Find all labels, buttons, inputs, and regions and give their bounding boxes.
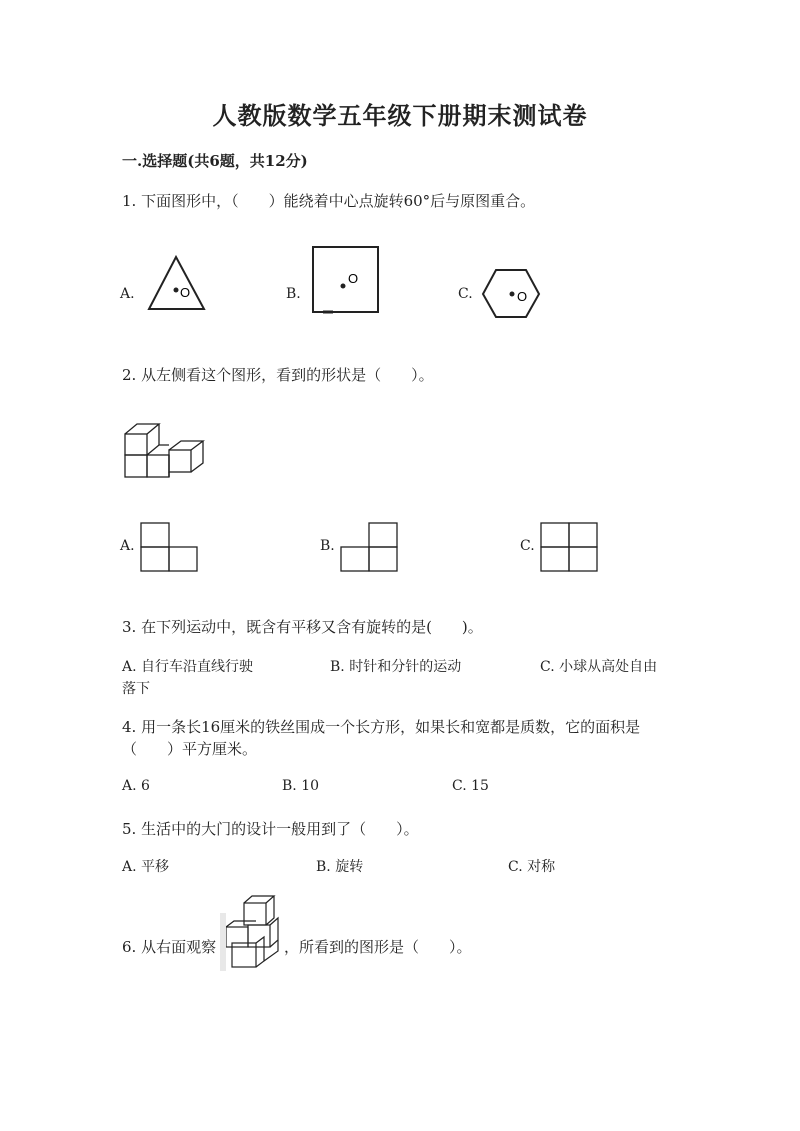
q2-option-c-label: C. [520, 538, 535, 554]
q4-option-a: A. 6 [122, 778, 150, 794]
q1-hexagon-figure [480, 268, 544, 320]
q3-option-c: C. 小球从高处自由 [540, 659, 658, 675]
q3-option-a: A. 自行车沿直线行驶 [122, 659, 254, 675]
q2-cube-stack-figure [122, 420, 208, 480]
q6-cube-stack-figure [218, 893, 282, 975]
page-title: 人教版数学五年级下册期末测试卷 [212, 101, 588, 130]
question-5-text: 5. 生活中的大门的设计一般用到了（ ）。 [122, 820, 419, 838]
question-6-text-suffix: ，所看到的图形是（ ）。 [284, 938, 472, 956]
q2-option-a-figure [140, 522, 200, 574]
question-3-text: 3. 在下列运动中，既含有平移又含有旋转的是( )。 [122, 618, 483, 636]
question-4-text-line2: （ ）平方厘米。 [122, 740, 258, 758]
q1-center-label-b: O [348, 271, 359, 286]
q5-option-c: C. 对称 [508, 859, 556, 875]
question-1-text: 1. 下面图形中，（ ）能绕着中心点旋转60°后与原图重合。 [122, 192, 536, 210]
q5-option-b: B. 旋转 [316, 859, 364, 875]
q1-option-b-label: B. [286, 286, 301, 302]
q2-option-b-figure [340, 522, 400, 574]
q3-option-b: B. 时针和分针的运动 [330, 659, 462, 675]
question-2-text: 2. 从左侧看这个图形，看到的形状是（ ）。 [122, 366, 434, 384]
q1-center-label-c: O [517, 289, 528, 304]
q2-option-a-label: A. [120, 538, 135, 554]
q1-triangle-figure [140, 250, 212, 314]
section-heading: 一.选择题(共6题，共12分) [122, 152, 308, 170]
q1-square-figure [310, 244, 382, 316]
question-6-text-prefix: 6. 从右面观察 [122, 938, 217, 956]
q3-option-c-continuation: 落下 [122, 681, 150, 697]
q2-option-c-figure [540, 522, 600, 574]
question-4-text-line1: 4. 用一条长16厘米的铁丝围成一个长方形，如果长和宽都是质数，它的面积是 [122, 718, 641, 736]
q5-option-a: A. 平移 [122, 859, 170, 875]
q1-option-a-label: A. [120, 286, 135, 302]
q1-center-label-a: O [180, 285, 191, 300]
q4-option-b: B. 10 [282, 778, 320, 794]
q4-option-c: C. 15 [452, 778, 489, 794]
q1-option-c-label: C. [458, 286, 473, 302]
q2-option-b-label: B. [320, 538, 335, 554]
